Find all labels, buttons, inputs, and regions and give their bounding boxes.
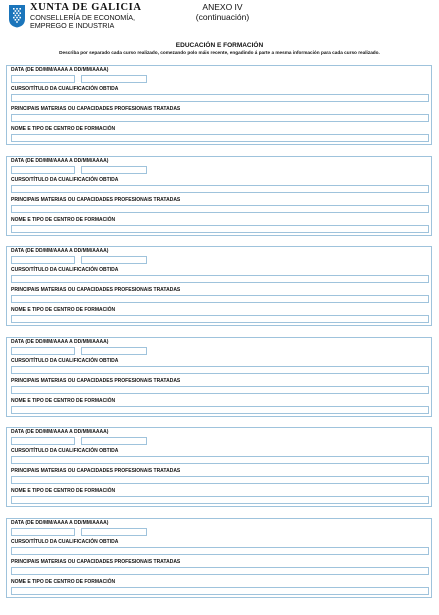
date-to-field[interactable] <box>81 437 147 445</box>
annex-subtitle: (continuación) <box>195 11 250 22</box>
date-to-field[interactable] <box>81 166 147 174</box>
course-field[interactable] <box>11 275 429 283</box>
centre-field[interactable] <box>11 134 429 142</box>
subjects-label: PRINCIPAIS MATERIAS OU CAPACIDADES PROFESIONAIS TRATADAS <box>11 558 181 565</box>
department-line-1: CONSELLERÍA DE ECONOMÍA, <box>30 13 136 22</box>
subjects-field[interactable] <box>11 476 429 484</box>
date-from-field[interactable] <box>11 347 75 355</box>
date-label: DATA (DE DD/MM/AAAA A DD/MM/AAAA) <box>11 429 109 436</box>
centre-field[interactable] <box>11 587 429 595</box>
date-to-field[interactable] <box>81 75 147 83</box>
date-from-field[interactable] <box>11 528 75 536</box>
date-label: DATA (DE DD/MM/AAAA A DD/MM/AAAA) <box>11 157 109 164</box>
centre-label: NOME E TIPO DE CENTRO DE FORMACIÓN <box>11 397 116 404</box>
subjects-label: PRINCIPAIS MATERIAS OU CAPACIDADES PROFESIONAIS TRATADAS <box>11 287 181 294</box>
subjects-label: PRINCIPAIS MATERIAS OU CAPACIDADES PROFESIONAIS TRATADAS <box>11 377 181 384</box>
date-to-field[interactable] <box>81 347 147 355</box>
course-label: CURSO/TÍTULO DA CUALIFICACIÓN OBTIDA <box>11 176 119 183</box>
centre-field[interactable] <box>11 496 429 504</box>
subjects-field[interactable] <box>11 295 429 303</box>
course-field[interactable] <box>11 547 429 555</box>
centre-field[interactable] <box>11 225 429 233</box>
subjects-label: PRINCIPAIS MATERIAS OU CAPACIDADES PROFESIONAIS TRATADAS <box>11 106 181 112</box>
date-to-field[interactable] <box>81 256 147 264</box>
subjects-field[interactable] <box>11 386 429 394</box>
course-label: CURSO/TÍTULO DA CUALIFICACIÓN OBTIDA <box>11 267 119 274</box>
course-label: CURSO/TÍTULO DA CUALIFICACIÓN OBTIDA <box>11 538 119 545</box>
course-block <box>6 427 432 507</box>
course-label: CURSO/TÍTULO DA CUALIFICACIÓN OBTIDA <box>11 448 119 455</box>
course-label: CURSO/TÍTULO DA CUALIFICACIÓN OBTIDA <box>11 357 119 364</box>
course-block <box>6 246 432 326</box>
course-field[interactable] <box>11 185 429 193</box>
date-from-field[interactable] <box>11 256 75 264</box>
annex-title: ANEXO IV <box>202 2 243 12</box>
page-header <box>0 0 439 40</box>
date-from-field[interactable] <box>11 166 75 174</box>
date-label: DATA (DE DD/MM/AAAA A DD/MM/AAAA) <box>11 338 109 345</box>
centre-label: NOME E TIPO DE CENTRO DE FORMACIÓN <box>11 578 116 585</box>
course-block <box>6 518 432 598</box>
centre-label: NOME E TIPO DE CENTRO DE FORMACIÓN <box>11 307 116 314</box>
subjects-label: PRINCIPAIS MATERIAS OU CAPACIDADES PROFESIONAIS TRATADAS <box>11 196 181 203</box>
annex-heading <box>190 3 255 22</box>
centre-label: NOME E TIPO DE CENTRO DE FORMACIÓN <box>11 216 116 223</box>
organization-block <box>30 2 142 30</box>
course-label: CURSO/TÍTULO DA CUALIFICACIÓN OBTIDA <box>11 86 119 92</box>
subjects-label: PRINCIPAIS MATERIAS OU CAPACIDADES PROFESIONAIS TRATADAS <box>11 468 181 475</box>
date-label: DATA (DE DD/MM/AAAA A DD/MM/AAAA) <box>11 519 109 526</box>
date-label: DATA (DE DD/MM/AAAA A DD/MM/AAAA) <box>11 67 109 73</box>
date-label: DATA (DE DD/MM/AAAA A DD/MM/AAAA) <box>11 248 109 255</box>
centre-label: NOME E TIPO DE CENTRO DE FORMACIÓN <box>11 488 116 495</box>
centre-field[interactable] <box>11 406 429 414</box>
centre-field[interactable] <box>11 315 429 323</box>
date-from-field[interactable] <box>11 75 75 83</box>
department-line-2: EMPREGO E INDUSTRIA <box>30 21 115 31</box>
course-field[interactable] <box>11 94 429 102</box>
date-from-field[interactable] <box>11 437 75 445</box>
course-blocks <box>6 65 434 609</box>
galicia-coat-of-arms-icon <box>8 4 26 28</box>
form-instructions: Describa por separado cada curso realizado, comezando polo máis recente, engadindo á parte a mesma información para cada curso realizado. <box>59 50 380 55</box>
course-field[interactable] <box>11 456 429 464</box>
course-field[interactable] <box>11 366 429 374</box>
section-title: EDUCACIÓN E FORMACIÓN <box>175 42 264 49</box>
subjects-field[interactable] <box>11 114 429 122</box>
org-name: XUNTA DE GALICIA <box>30 2 142 13</box>
course-block <box>6 65 432 145</box>
subjects-field[interactable] <box>11 567 429 575</box>
course-block <box>6 156 432 236</box>
date-to-field[interactable] <box>81 528 147 536</box>
subjects-field[interactable] <box>11 205 429 213</box>
centre-label: NOME E TIPO DE CENTRO DE FORMACIÓN <box>11 126 116 132</box>
course-block <box>6 337 432 417</box>
